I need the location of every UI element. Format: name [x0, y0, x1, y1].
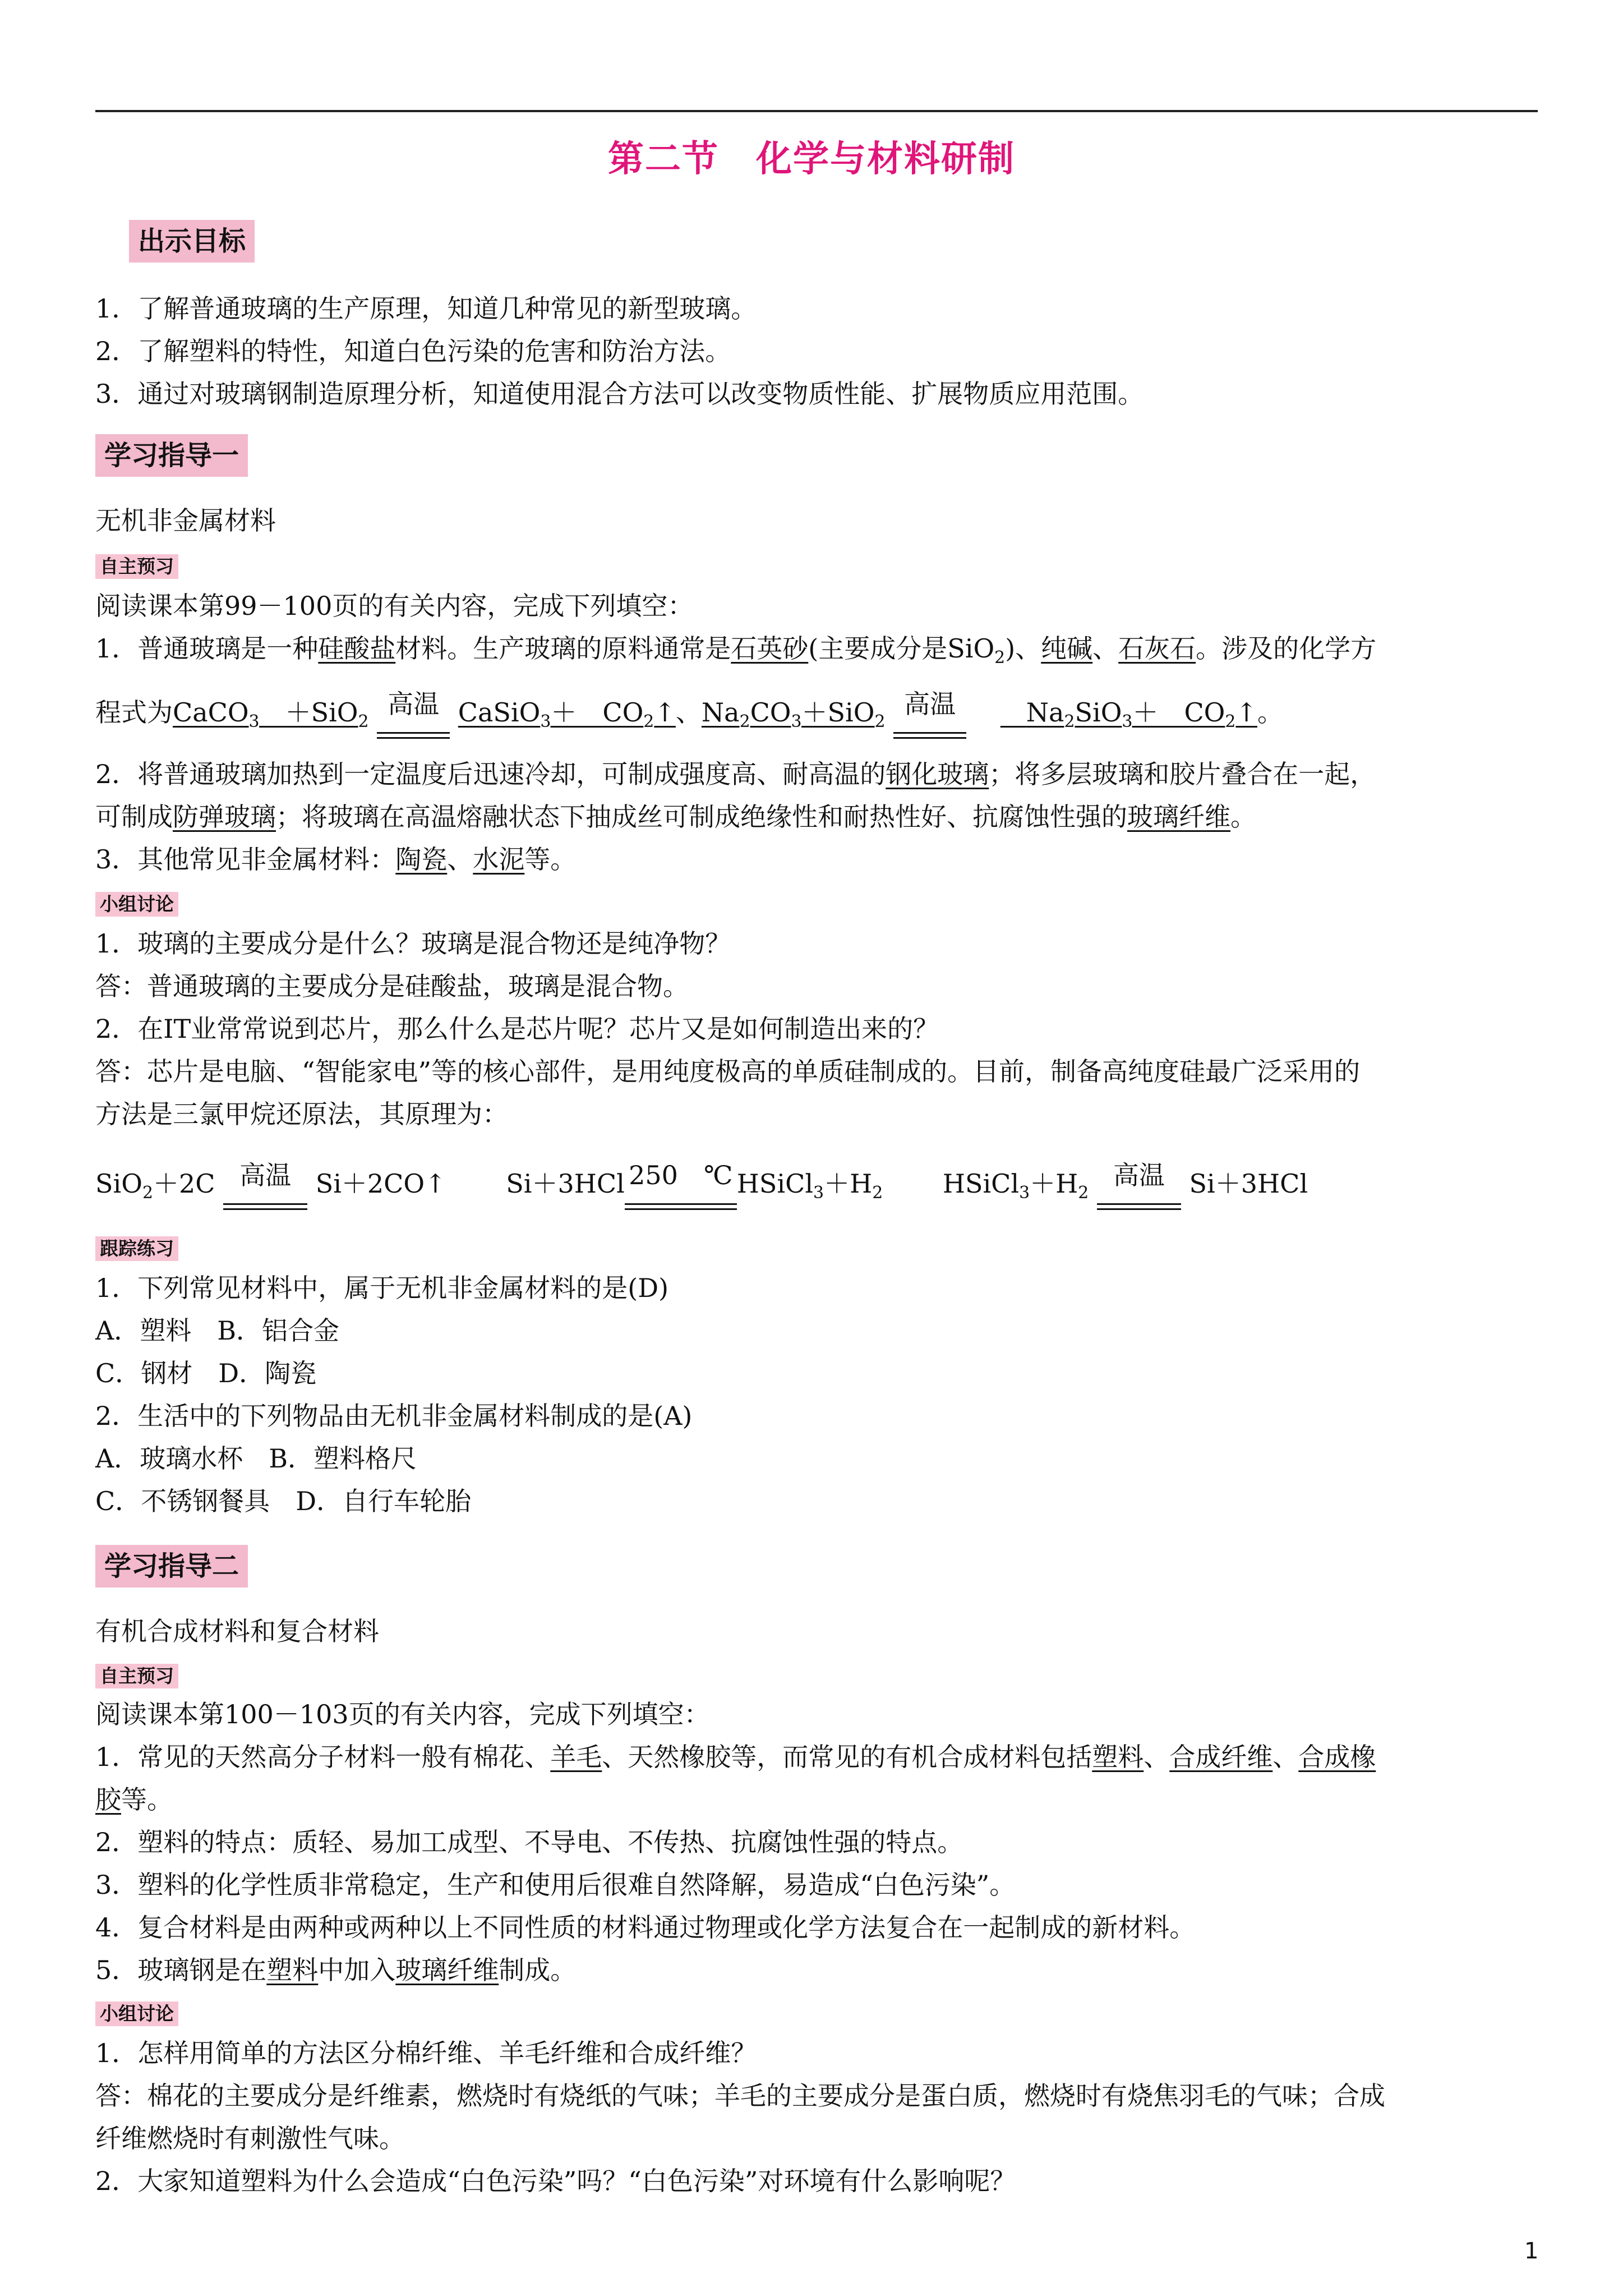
text: ＋SiO	[285, 697, 358, 728]
text: 1．普通玻璃是一种	[95, 633, 319, 664]
equation-formula: $Na_2SiO_3+$ $CO_2↑$	[1026, 697, 1257, 732]
guide2-topic: 有机合成材料和复合材料	[95, 1616, 379, 1646]
silicon-equations: SiO$_2$＋2C 高温 Si＋2CO↑ Si＋3HCl 250 ℃ $HSiCl_3+H_2$ $HSiCl_3+H_2$ 高温 Si＋3HCl	[95, 1167, 1308, 1210]
text: ＋H	[824, 1168, 873, 1199]
text: HSiCl	[942, 1168, 1020, 1199]
reaction-condition	[223, 1160, 307, 1210]
text: 、天然橡胶等，而常见的有机合成材料包括	[602, 1742, 1092, 1772]
text: 等。	[524, 844, 577, 875]
text: ↑	[654, 697, 676, 728]
page-number: 1	[1524, 2238, 1539, 2264]
text: 1．常见的天然高分子材料一般有棉花、	[95, 1742, 551, 1772]
text: Na	[1026, 697, 1064, 728]
answer-blank: 石英砂	[731, 633, 809, 664]
header-rule	[95, 110, 1538, 112]
answer-blank: 玻璃纤维	[395, 1955, 499, 1985]
text: 制成。	[499, 1955, 577, 1985]
text: 、	[447, 844, 473, 875]
guide1-discuss-q2: 2．在IT业常常说到芯片，那么什么是芯片呢？芯片又是如何制造出来的？	[95, 1014, 939, 1044]
text: 、	[1144, 1742, 1170, 1772]
practice-q1: 1．下列常见材料中，属于无机非金属材料的是(D)	[95, 1273, 669, 1303]
condition-text: 高温	[239, 1160, 292, 1191]
text: ＋SiO	[801, 697, 875, 728]
answer-blank: 陶瓷	[395, 844, 448, 875]
text: Si＋2CO↑	[315, 1168, 446, 1199]
text: )、	[1005, 633, 1041, 664]
text: Si＋3HCl	[506, 1168, 625, 1199]
tag-discuss-1: 小组讨论	[95, 892, 178, 917]
condition-text: 高温	[1113, 1160, 1165, 1191]
text: ＋H	[1030, 1168, 1078, 1199]
guide2-preview-intro: 阅读课本第100－103页的有关内容，完成下列填空：	[95, 1699, 710, 1729]
guide2-discuss-q1: 1．怎样用简单的方法区分棉纤维、羊毛纤维和合成纤维？	[95, 2038, 757, 2068]
practice-q1-options-ab: A．塑料 B．铝合金	[95, 1315, 340, 1346]
answer-blank: 硅酸盐	[318, 633, 396, 664]
text: ＋2C	[153, 1168, 215, 1199]
page-title: 第二节 化学与材料研制	[608, 139, 1015, 180]
guide2-discuss-a1-line1: 答：棉花的主要成分是纤维素，燃烧时有烧纸的气味；羊毛的主要成分是蛋白质，燃烧时有烧焦羽毛的气味；合成	[95, 2081, 1385, 2111]
tag-preview-1: 自主预习	[95, 554, 178, 579]
text: ＋ CO	[1132, 697, 1225, 728]
guide2-discuss-q2: 2．大家知道塑料为什么会造成“白色污染”吗？“白色污染”对环境有什么影响呢？	[95, 2166, 1016, 2196]
answer-blank: 钢化玻璃	[886, 759, 989, 789]
answer-blank: 纯碱	[1041, 633, 1093, 664]
answer-blank: 塑料	[266, 1955, 319, 1985]
text: Si＋3HCl	[1189, 1168, 1308, 1199]
text: SiO	[95, 1168, 142, 1199]
equation-formula: CaSiO$_3$＋ $CO_2↑$	[458, 697, 676, 732]
condition-text: 高温	[388, 689, 440, 720]
answer-blank: 防弹玻璃	[173, 802, 276, 832]
practice-q1-options-cd: C．钢材 D．陶瓷	[95, 1358, 317, 1388]
text: 、	[1272, 1742, 1299, 1772]
answer-blank: 羊毛	[550, 1742, 602, 1772]
section-heading-goals: 出示目标	[129, 220, 255, 263]
text: 可制成	[95, 802, 173, 832]
guide1-discuss-a2-line2: 方法是三氯甲烷还原法，其原理为：	[95, 1099, 508, 1129]
text: Na	[701, 697, 740, 728]
guide2-fill-1a	[95, 1740, 1376, 1774]
text: 等。	[121, 1784, 173, 1815]
tag-practice: 跟踪练习	[95, 1236, 178, 1261]
text: 材料。生产玻璃的原料通常是	[395, 633, 731, 664]
section-heading-guide1: 学习指导一	[95, 434, 248, 477]
condition-text: 高温	[904, 689, 956, 720]
goal-1: 1．了解普通玻璃的生产原理，知道几种常见的新型玻璃。	[95, 293, 757, 324]
answer-blank: 水泥	[473, 844, 525, 875]
reaction-condition	[1097, 1160, 1181, 1210]
answer-blank: 玻璃纤维	[1127, 802, 1230, 832]
goal-2: 2．了解塑料的特性，知道白色污染的危害和防治方法。	[95, 336, 731, 366]
text: 5．玻璃钢是在	[95, 1955, 267, 1985]
practice-q2-options-ab: A．玻璃水杯 B．塑料格尺	[95, 1443, 417, 1474]
guide1-fill-3	[95, 843, 576, 876]
guide1-topic: 无机非金属材料	[95, 505, 276, 536]
practice-q2-options-cd: C．不锈钢餐具 D．自行车轮胎	[95, 1486, 472, 1516]
text: 。	[1230, 802, 1256, 832]
answer-blank: 塑料	[1092, 1742, 1144, 1772]
section-heading-guide2: 学习指导二	[95, 1545, 248, 1588]
text: 中加入	[318, 1955, 396, 1985]
guide2-fill-3: 3．塑料的化学性质非常稳定，生产和使用后很难自然降解，易造成“白色污染”。	[95, 1870, 1016, 1900]
text: 2．将普通玻璃加热到一定温度后迅速冷却，可制成强度高、耐高温的	[95, 759, 886, 789]
text: 、	[1092, 633, 1119, 664]
guide2-fill-5	[95, 1953, 576, 1987]
reaction-condition	[625, 1160, 737, 1210]
guide2-fill-1b	[95, 1783, 173, 1816]
tag-discuss-2: 小组讨论	[95, 2001, 178, 2026]
guide1-discuss-a1: 答：普通玻璃的主要成分是硅酸盐，玻璃是混合物。	[95, 971, 689, 1001]
equation-formula: $Na_2CO_3+SiO_2$	[701, 697, 886, 732]
goal-3: 3．通过对玻璃钢制造原理分析，知道使用混合方法可以改变物质性能、扩展物质应用范围。	[95, 379, 1144, 409]
text: HSiCl	[736, 1168, 814, 1199]
tag-preview-2: 自主预习	[95, 1664, 178, 1688]
answer-blank: 合成橡	[1298, 1742, 1376, 1772]
answer-blank: 合成纤维	[1169, 1742, 1273, 1772]
reaction-condition	[377, 689, 450, 739]
text: 3．其他常见非金属材料：	[95, 844, 396, 875]
text: ；将多层玻璃和胶片叠合在一起，	[989, 759, 1376, 789]
condition-text: 250 ℃	[629, 1160, 733, 1191]
answer-blank: 胶	[95, 1784, 121, 1815]
guide2-fill-4: 4．复合材料是由两种或两种以上不同性质的材料通过物理或化学方法复合在一起制成的新材料。	[95, 1912, 1196, 1943]
guide2-discuss-a1-line2: 纤维燃烧时有刺激性气味。	[95, 2123, 405, 2154]
reaction-condition	[893, 689, 966, 739]
equation-formula: CaCO$_3$ ＋SiO$_2$	[173, 697, 369, 732]
text: (主要成分是SiO	[808, 633, 995, 664]
glass-equations: 程式为CaCO$_3$ ＋SiO$_2$ 高温 CaSiO$_3$＋ $CO_2↑$、$Na_2CO_3+SiO_2$ 高温 $Na_2SiO_3+$ $CO_2↑$。	[95, 696, 1283, 739]
guide1-fill-1: 1．普通玻璃是一种硅酸盐材料。生产玻璃的原料通常是石英砂(主要成分是SiO$_2$)、纯碱、石灰石。涉及的化学方	[95, 633, 1377, 668]
text: ＋ CO	[551, 697, 644, 728]
guide1-discuss-q1: 1．玻璃的主要成分是什么？玻璃是混合物还是纯净物？	[95, 928, 731, 959]
text: 。涉及的化学方	[1196, 633, 1377, 664]
text: CaSiO	[458, 697, 541, 728]
guide1-fill-2b	[95, 800, 1256, 834]
guide1-fill-2a	[95, 757, 1376, 791]
text: 程式为	[95, 697, 173, 728]
answer-blank: 石灰石	[1118, 633, 1196, 664]
guide1-preview-intro: 阅读课本第99－100页的有关内容，完成下列填空：	[95, 591, 694, 621]
text: ；将玻璃在高温熔融状态下抽成丝可制成绝缘性和耐热性好、抗腐蚀性强的	[276, 802, 1127, 832]
guide2-fill-2: 2．塑料的特点：质轻、易加工成型、不导电、不传热、抗腐蚀性强的特点。	[95, 1827, 963, 1857]
text: ↑	[1235, 697, 1257, 728]
practice-q2: 2．生活中的下列物品由无机非金属材料制成的是(A)	[95, 1401, 693, 1431]
guide1-discuss-a2-line1: 答：芯片是电脑、“智能家电”等的核心部件，是用纯度极高的单质硅制成的。目前，制备高纯度硅最广泛采用的	[95, 1056, 1361, 1087]
text: CaCO	[173, 697, 249, 728]
